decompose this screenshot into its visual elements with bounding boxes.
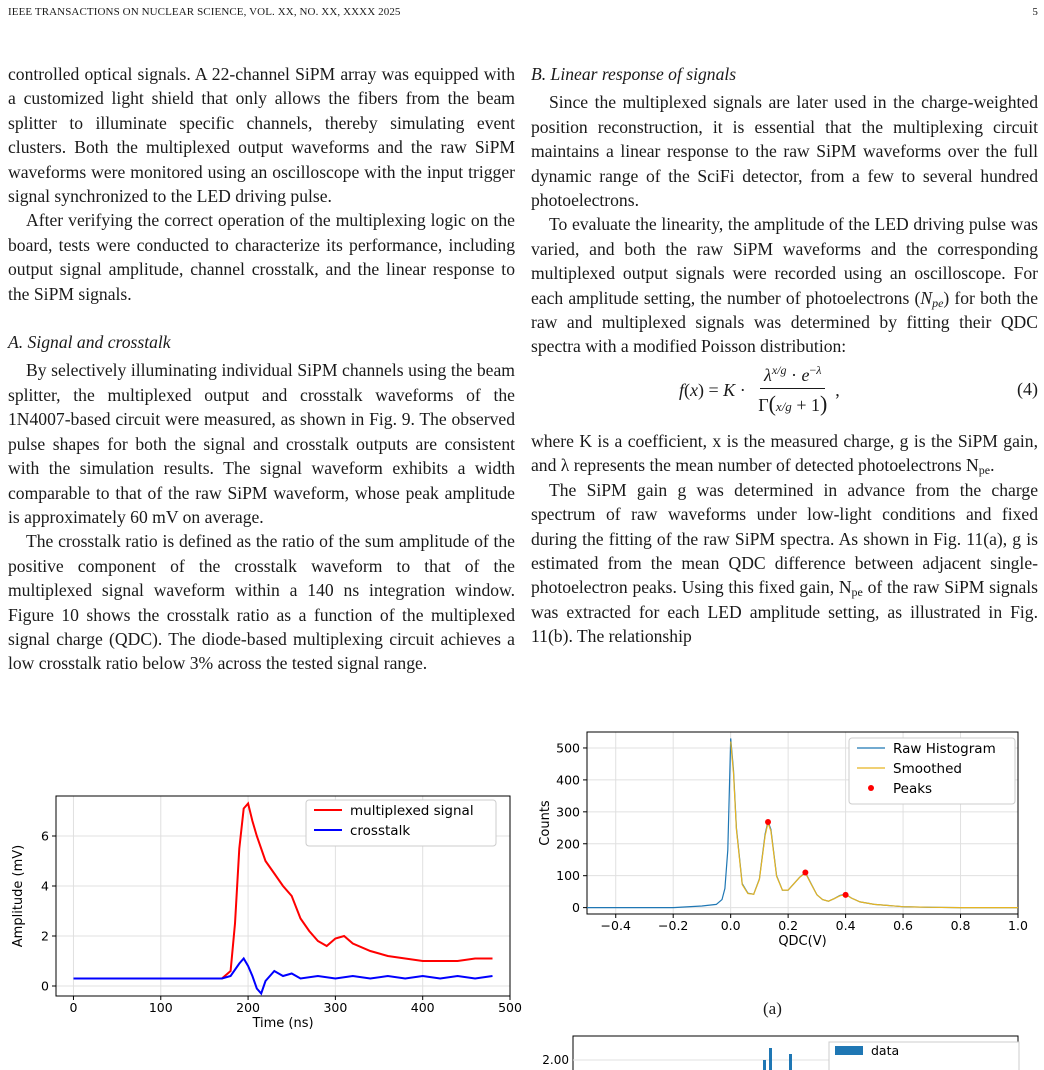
y-tick-label: 2.00	[542, 1053, 569, 1067]
text-run: To evaluate the linearity, the amplitude of the LED driving pulse was varied, and both the raw SiPM waveforms and the corresponding multiplexed output signals were recorded using an oscilloscope. For each amplitude setting, the number of photoelectrons (	[531, 214, 1038, 308]
histogram-bar	[789, 1054, 792, 1070]
section-heading-a: A. Signal and crosstalk	[8, 332, 171, 353]
text-run: where K is a coefficient, x is the measured charge, g is the SiPM gain, and λ represents the mean number of detected photoelectrons N	[531, 430, 1038, 476]
y-tick-label: 500	[556, 740, 580, 756]
x-tick-label: 0	[69, 1000, 78, 1015]
x-tick-label: 0.2	[778, 918, 799, 933]
x-tick-label: 100	[148, 1000, 173, 1015]
photoelectron-histogram-chart	[531, 1030, 1038, 1070]
equation-body: f ( x ) = K · $\frac{\lambda^{x/g} \cdot e^{-\lambda}}{\Gamma(x/g + 1)}$ ,	[679, 362, 840, 416]
legend-marker	[868, 785, 874, 791]
equation-4	[531, 359, 1038, 429]
x-axis-label: QDC(V)	[778, 934, 827, 949]
y-axis-label: Counts	[538, 800, 553, 846]
x-tick-label: −0.2	[658, 918, 689, 933]
paragraph: controlled optical signals. A 22-channel SiPM array was equipped with a customized light shield that only allows the fibers from the beam splitter to illuminate specific channels, thereby simulating event clusters. Both the multiplexed output waveforms and the raw SiPM waveforms were monitored using an oscilloscope with the input trigger signal synchronized to the LED driving pulse.	[8, 64, 515, 207]
paragraph: where K is a coefficient, x is the measured charge, g is the SiPM gain, and λ represents the mean number of detected photoelectrons $N_{pe}$.	[531, 430, 1038, 478]
right-column	[531, 62, 1039, 1067]
legend-label: Peaks	[893, 781, 933, 797]
legend-swatch	[835, 1046, 863, 1055]
series-line-1	[74, 959, 493, 994]
x-tick-label: −0.4	[600, 918, 631, 933]
qdc-histogram-chart	[531, 722, 1038, 952]
legend-label: crosstalk	[350, 823, 411, 839]
paragraph: After verifying the correct operation of the multiplexing logic on the board, tests were conducted to characterize its performance, including output signal amplitude, channel crosstalk, and the linear response to the SiPM signals.	[8, 210, 515, 304]
peak-marker	[802, 869, 808, 875]
y-tick-label: 0	[41, 978, 49, 994]
waveform-chart	[8, 790, 522, 1031]
paragraph: Since the multiplexed signals are later used in the charge-weighted position reconstruction, it is essential that the multiplexing circuit maintains a linear response to the raw SiPM waveforms over the full dynamic range of the SciFi detector, from a few to several hundred photoelectrons.	[531, 92, 1038, 211]
x-tick-label: 0.8	[950, 918, 971, 933]
y-tick-label: 400	[556, 772, 580, 788]
text-run: ) for both the raw and multiplexed signals was determined by fitting their QDC spectra with a modified Poisson distribution:	[531, 287, 1039, 357]
x-tick-label: 200	[236, 1000, 261, 1015]
y-tick-label: 4	[41, 878, 49, 894]
paragraph: The crosstalk ratio is defined as the ratio of the sum amplitude of the positive component of the crosstalk waveform to that of the multiplexed signal waveform within a 140 ns integration window. Figure 10 shows the crosstalk ratio as a function of the multiplexed signal charge (QDC). The diode-based multiplexing circuit achieves a low crosstalk ratio below 3% across the tested signal range.	[8, 531, 515, 674]
x-axis-label: Time (ns)	[252, 1016, 314, 1031]
x-tick-label: 400	[410, 1000, 435, 1015]
math-npe: $N_{pe}$	[920, 287, 944, 310]
paragraph	[531, 212, 1038, 358]
paragraph	[531, 478, 1038, 649]
y-tick-label: 6	[41, 828, 49, 844]
x-tick-label: 1.0	[1008, 918, 1028, 933]
subfigure-label-a: (a)	[763, 999, 782, 1018]
y-tick-label: 0	[572, 900, 580, 916]
y-tick-label: 300	[556, 804, 580, 820]
running-header	[8, 6, 1038, 18]
x-tick-label: 0.6	[893, 918, 914, 933]
y-tick-label: 2	[41, 928, 49, 944]
journal-title: IEEE TRANSACTIONS ON NUCLEAR SCIENCE, VOL. XX, NO. XX, XXXX 2025	[8, 6, 401, 18]
math-subscript: pe	[851, 585, 863, 600]
section-heading-b: B. Linear response of signals	[531, 64, 737, 84]
math-subscript: pe	[932, 295, 944, 310]
text-run: of the raw SiPM signals was extracted for each LED amplitude setting, as illustrated in Fig. 11(b). The relationship	[531, 577, 1038, 647]
x-tick-label: 0.4	[835, 918, 856, 933]
legend-label: data	[871, 1043, 900, 1058]
paragraph: By selectively illuminating individual SiPM channels using the beam splitter, the multiplexed output and crosstalk waveforms of the 1N4007-based circuit were measured, as shown in Fig. 9. The observed pulse shapes for both the signal and crosstalk outputs are consistent with the simulation results. The signal waveform exhibits a width comparable to that of the raw SiPM waveform, whose peak amplitude is approximately 60 mV on average.	[8, 360, 515, 527]
math-subscript: pe	[978, 463, 991, 478]
y-tick-label: 200	[556, 836, 580, 852]
legend-label: Smoothed	[893, 761, 962, 777]
x-tick-label: 0.0	[720, 918, 741, 933]
y-tick-label: 100	[556, 868, 580, 884]
page-number: 5	[1032, 6, 1038, 18]
legend-label: Raw Histogram	[893, 741, 996, 757]
equation-number: (4)	[1017, 378, 1038, 399]
x-tick-label: 500	[498, 1000, 522, 1015]
histogram-bar	[769, 1048, 772, 1070]
y-axis-label: Amplitude (mV)	[11, 844, 26, 948]
legend-label: multiplexed signal	[350, 803, 474, 819]
peak-marker	[765, 819, 771, 825]
x-tick-label: 300	[323, 1000, 348, 1015]
text-run: The SiPM gain g was determined in advance from the charge spectrum of raw waveforms under low-light conditions and fixed during the fitting of the raw SiPM spectra. As shown in Fig. 11(a), g is estimated from the mean QDC difference between adjacent single-photoelectron peaks. Using this fixed gain, N	[531, 479, 1038, 598]
histogram-bar	[763, 1060, 766, 1070]
left-column	[8, 62, 522, 1031]
peak-marker	[843, 892, 849, 898]
